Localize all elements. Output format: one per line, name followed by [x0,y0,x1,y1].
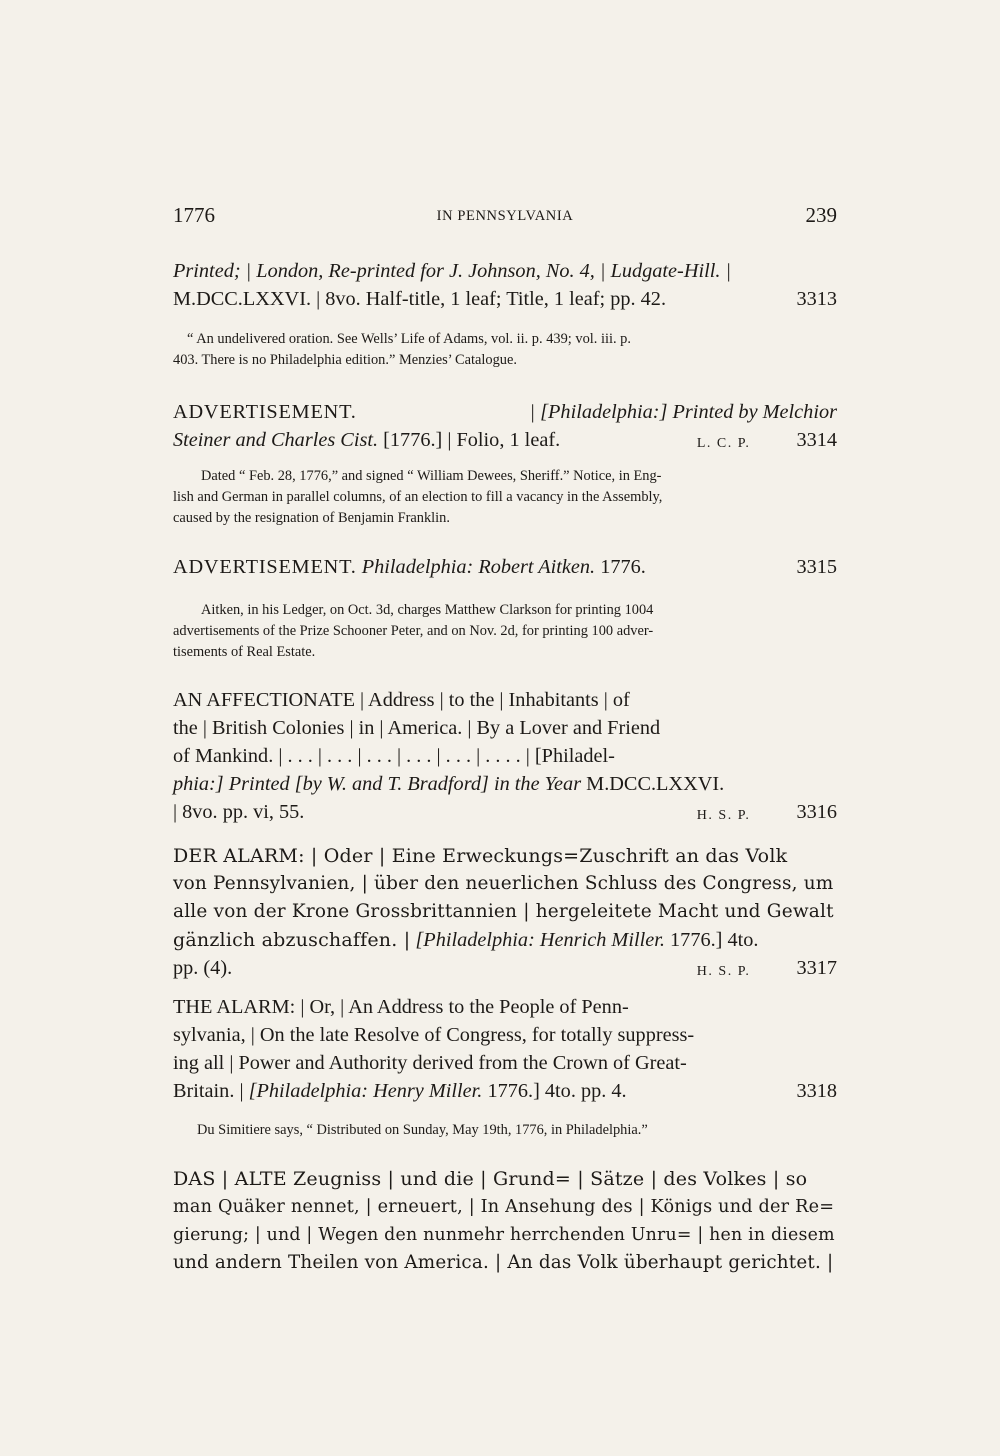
imprint-text: Philadelphia: Robert Aitken. [361,556,596,578]
entry-line [173,285,837,313]
entry-3315 [173,553,837,581]
format-text: pp. (4). [173,957,233,979]
entry-line [173,926,837,954]
entry-line: und andern Theilen von America. | An das Volk überhaupt gerichtet. | [173,1252,834,1273]
entry-line: man Quäker nennet, | erneuert, | In Ansehung des | Königs und der Re= [173,1197,835,1217]
entry-line: AN AFFECTIONATE | Address | to the | Inhabitants | of [173,689,630,711]
note-3314 [173,466,837,529]
entry-number: 3315 [796,556,837,578]
entry-line: THE ALARM: | Or, | An Address to the People of Penn- [173,996,629,1018]
imprint-text: | [Philadelphia:] Printed by Melchior [529,401,837,423]
page-number: 239 [805,203,837,227]
note-line: Du Simitiere says, “ Distributed on Sunday, May 19th, 1776, in Philadelphia.” [197,1122,648,1138]
note-3315 [173,600,837,663]
imprint-text: [Philadelphia: Henrich Miller. [415,929,665,951]
note-line: Dated “ Feb. 28, 1776,” and signed “ William Dewees, Sheriff.” Notice, in Eng- [201,468,662,484]
header-title: IN PENNSYLVANIA [436,208,574,224]
entry-number: 3318 [796,1080,837,1102]
entry-title: ADVERTISEMENT. [173,556,357,578]
note-3313 [173,329,837,371]
entry-line: von Pennsylvanien, | über den neuerlichen Schluss des Congress, um [173,873,834,894]
library-location: H. S. P. [696,808,751,823]
running-head [173,203,837,233]
entry-line: ing all | Power and Authority derived from the Crown of Great- [173,1052,687,1074]
entry-3314 [173,398,837,458]
entry-number: 3313 [796,288,837,310]
imprint-text: Steiner and Charles Cist. [173,429,379,451]
entry-number: 3314 [796,429,837,451]
title-text: gänzlich abzuschaffen. | [173,929,411,951]
entry-line: DAS | ALTE Zeugniss | und die | Grund= | Sätze | des Volkes | so [173,1168,808,1190]
entry-number: 3316 [796,801,837,823]
note-line: advertisements of the Prize Schooner Peter, and on Nov. 2d, for printing 100 adver- [173,623,654,639]
entry-title: ADVERTISEMENT. [173,401,357,423]
entry-line [173,1077,837,1105]
imprint-date: 1776.] 4to. pp. 4. [487,1080,627,1102]
entry-line: sylvania, | On the late Resolve of Congress, for totally suppress- [173,1024,695,1046]
library-location: H. S. P. [696,964,751,979]
imprint-text: M.DCC.LXXVI. | 8vo. Half-title, 1 leaf; Title, 1 leaf; pp. 42. [173,288,667,310]
entry-line: gierung; | und | Wegen den nunmehr herrchenden Unru= | hen in diesem [173,1225,835,1245]
entry-number: 3317 [796,957,837,979]
imprint-date: 1776.] 4to. [670,929,759,951]
imprint-text: [Philadelphia: Henry Miller. [248,1080,483,1102]
entry-line [173,553,837,581]
entry-line: Printed; | London, Re-printed for J. Johnson, No. 4, | Ludgate-Hill. | [173,260,732,282]
note-3318 [173,1120,837,1141]
imprint-detail: [1776.] | Folio, 1 leaf. [383,429,561,451]
entry-line: alle von der Krone Grossbrittannien | hergeleitete Macht und Gewalt [173,901,834,922]
title-text: Britain. | [173,1080,244,1102]
note-line: lish and German in parallel columns, of an election to fill a vacancy in the Assembly, [173,489,663,505]
entry-line: the | British Colonies | in | America. | By a Lover and Friend [173,717,661,739]
imprint-date: M.DCC.LXXVI. [586,773,725,795]
imprint-year: 1776. [600,556,646,578]
entry-3319 [173,1165,837,1277]
entry-3317 [173,842,837,986]
header-year: 1776 [173,203,215,227]
imprint-text: phia:] Printed [by W. and T. Bradford] in the Year [173,773,582,795]
entry-3318 [173,993,837,1105]
format-text: | 8vo. pp. vi, 55. [173,801,305,823]
note-line: tisements of Real Estate. [173,644,316,660]
library-location: L. C. P. [696,436,751,451]
entry-line [173,426,837,454]
note-line: “ An undelivered oration. See Wells’ Life of Adams, vol. ii. p. 439; vol. iii. p. [187,331,631,347]
entry-line: DER ALARM: | Oder | Eine Erweckungs=Zuschrift an das Volk [173,845,788,867]
entry-3316 [173,686,837,830]
note-line: Aitken, in his Ledger, on Oct. 3d, charges Matthew Clarkson for printing 1004 [201,602,654,618]
note-line: 403. There is no Philadelphia edition.” Menzies’ Catalogue. [173,352,517,368]
entry-line: of Mankind. | . . . | . . . | . . . | . . . | . . . | . . . . | [Philadel- [173,745,615,767]
entry-line [173,954,837,982]
entry-line [173,398,837,426]
note-line: caused by the resignation of Benjamin Franklin. [173,510,450,526]
entry-3313 [173,257,837,313]
entry-line [173,770,837,798]
entry-line [173,798,837,826]
